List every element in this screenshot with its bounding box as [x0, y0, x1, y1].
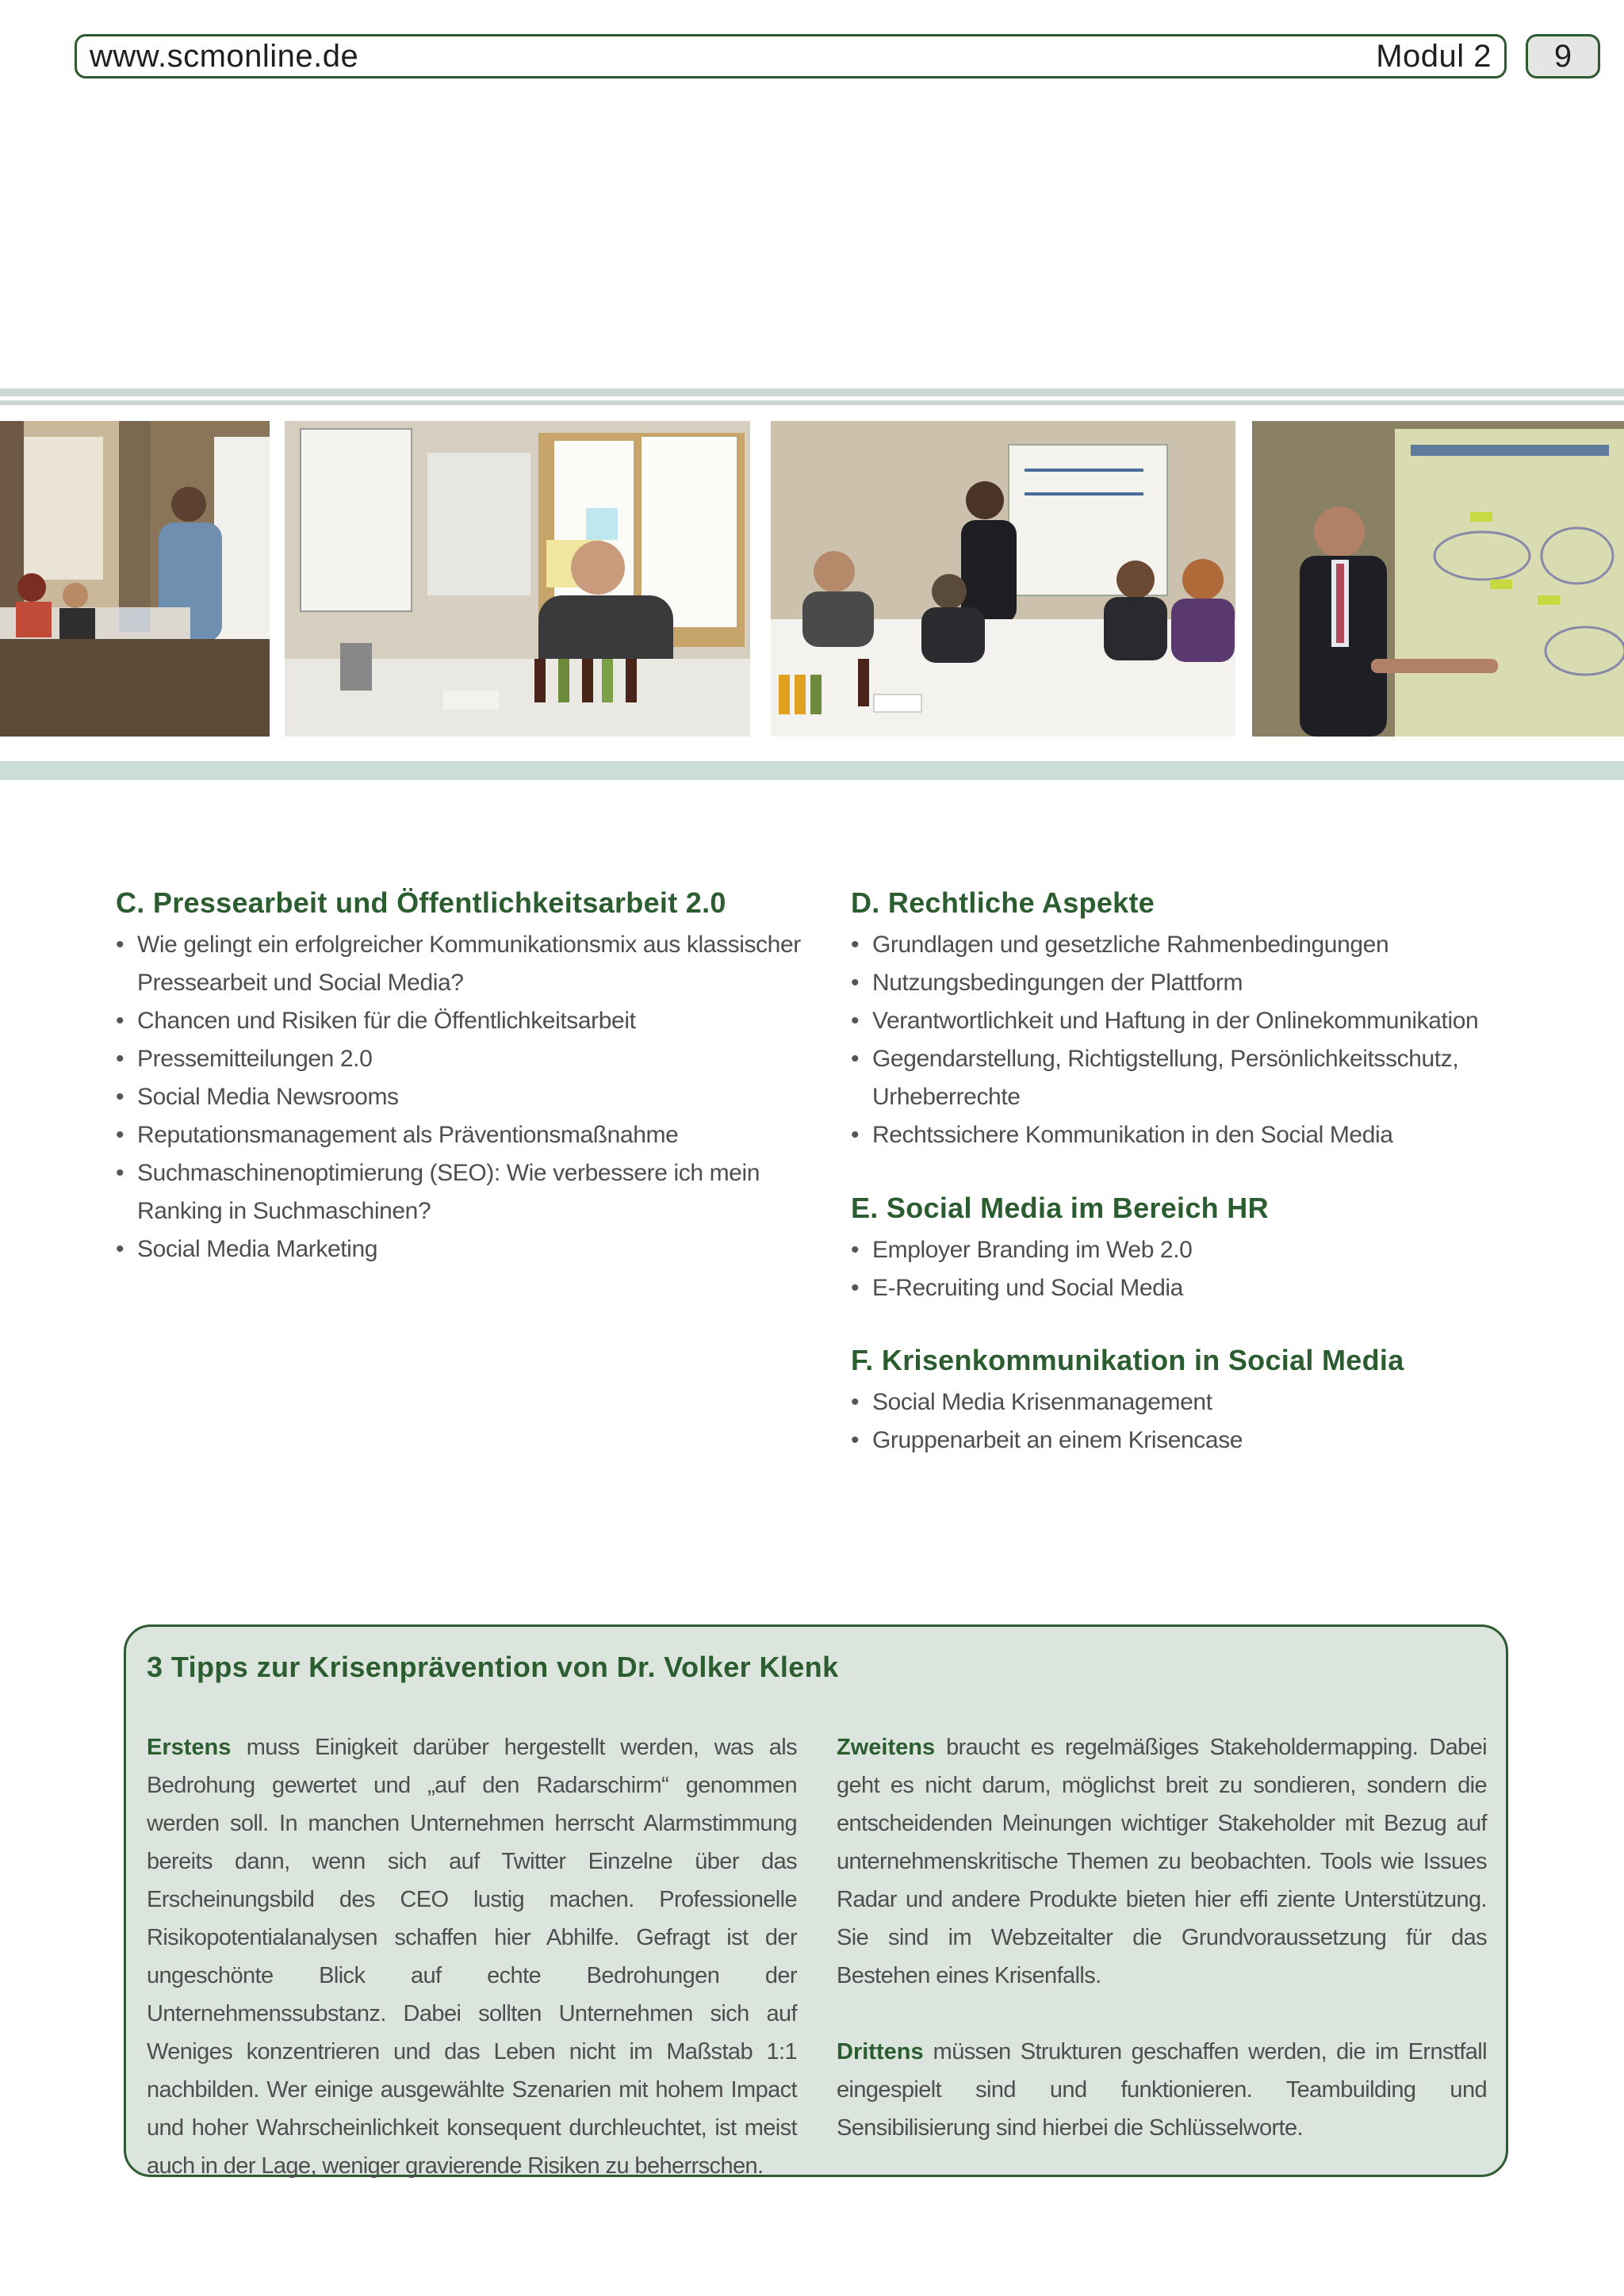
section-f-title: F. Krisenkommunikation in Social Media [851, 1344, 1404, 1376]
list-item: • Chancen und Risiken für die Öffentlichkeitsarbeit [116, 1002, 814, 1040]
section-c-list [116, 926, 814, 1269]
list-item: • Gruppenarbeit an einem Krisencase [851, 1422, 1533, 1460]
tip-first-text: muss Einigkeit darüber hergestellt werden, was als Bedrohung gewertet und „auf den Radarschirm“ genommen werden soll. In manchen Unternehmen herrscht Alarmstimmung bereits dann, wenn sich auf Twitter Einzelne über das Erscheinungsbild des CEO lustig machen. Professionelle Risikopotentialanalysen schaffen hier Abhilfe. Gefragt ist der ungeschönte Blick auf echte Bedrohungen der Unternehmenssubstanz. Dabei sollten Unternehmen sich auf Weniges konzentrieren und das Leben nicht im Maßstab 1:1 nachbilden. Wer einige ausgewählte Szenarien mit hohem Impact und hoher Wahrscheinlichkeit konsequent durchleuchtet, ist meist auch in der Lage, weniger gravierende Risiken zu beherrschen. [147, 1735, 797, 2179]
list-item: • Employer Branding im Web 2.0 [851, 1231, 1509, 1269]
list-item: • Wie gelingt ein erfolgreicher Kommunikationsmix aus klassischer Pressearbeit und Social Media? [116, 926, 814, 1002]
section-f [851, 1342, 1533, 1460]
section-e [851, 1190, 1509, 1307]
site-url[interactable]: www.scmonline.de [90, 38, 359, 74]
list-item: • Nutzungsbedingungen der Plattform [851, 964, 1509, 1002]
section-e-title: E. Social Media im Bereich HR [851, 1192, 1269, 1224]
tips-box [124, 1624, 1508, 2177]
list-item: • Pressemitteilungen 2.0 [116, 1040, 814, 1078]
list-item: • Rechtssichere Kommunikation in den Social Media [851, 1116, 1509, 1154]
section-c [116, 885, 814, 1269]
section-d [851, 885, 1509, 1154]
list-item: • Social Media Newsrooms [116, 1078, 814, 1116]
tips-left-column [147, 1728, 797, 2185]
list-item: • Reputationsmanagement als Präventionsmaßnahme [116, 1116, 814, 1154]
tips-title: 3 Tipps zur Krisenprävention von Dr. Volker Klenk [147, 1651, 839, 1683]
section-d-title: D. Rechtliche Aspekte [851, 886, 1155, 919]
photo-participant-table [285, 421, 750, 737]
tip-third-lead: Drittens [837, 2039, 924, 2064]
top-rule [0, 388, 1624, 396]
tip-first-lead: Erstens [147, 1735, 232, 1760]
header-bar [75, 34, 1507, 78]
list-item: • Gegendarstellung, Richtigstellung, Persönlichkeitsschutz, Urheberrechte [851, 1040, 1509, 1116]
tips-right-column [837, 1728, 1487, 2147]
bottom-rule [0, 761, 1624, 780]
tip-second [837, 1728, 1487, 1995]
list-item: • Suchmaschinenoptimierung (SEO): Wie verbessere ich mein Ranking in Suchmaschinen? [116, 1154, 814, 1230]
list-item: • Social Media Krisenmanagement [851, 1383, 1533, 1422]
list-item: • Social Media Marketing [116, 1230, 814, 1269]
tip-third-text: müssen Strukturen geschaffen werden, die im Ernstfall eingespielt sind und funktionieren. Teambuilding und Sensibilisierung sind hierbei die Schlüsselworte. [837, 2039, 1487, 2141]
page-number: 9 [1526, 34, 1600, 78]
photo-speaker-projection [1252, 421, 1624, 737]
section-c-title: C. Pressearbeit und Öffentlichkeitsarbeit 2.0 [116, 886, 726, 919]
list-item: • Verantwortlichkeit und Haftung in der Onlinekommunikation [851, 1002, 1509, 1040]
photo-group-whiteboard [771, 421, 1235, 737]
section-e-list [851, 1231, 1509, 1307]
list-item: • Grundlagen und gesetzliche Rahmenbedingungen [851, 926, 1509, 964]
tip-second-text: braucht es regelmäßiges Stakeholdermapping. Dabei geht es nicht darum, möglichst breit zu sondieren, sondern die entscheidenden Meinungen wichtiger Stakeholder mit Bezug auf unternehmenskritische Themen zu beobachten. Tools wie Issues Radar und andere Produkte bieten hier effi ziente Unterstützung. Sie sind im Webzeitalter die Grundvoraussetzung für das Bestehen eines Krisenfalls. [837, 1735, 1487, 1988]
tip-first [147, 1728, 797, 2185]
top-rule-thin [0, 400, 1624, 405]
photo-trainer-flipchart [0, 421, 270, 737]
list-item: • E-Recruiting und Social Media [851, 1269, 1509, 1307]
tip-third [837, 2033, 1487, 2147]
module-label: Modul 2 [1376, 38, 1492, 74]
tip-second-lead: Zweitens [837, 1735, 936, 1760]
section-d-list [851, 926, 1509, 1154]
section-f-list [851, 1383, 1533, 1460]
